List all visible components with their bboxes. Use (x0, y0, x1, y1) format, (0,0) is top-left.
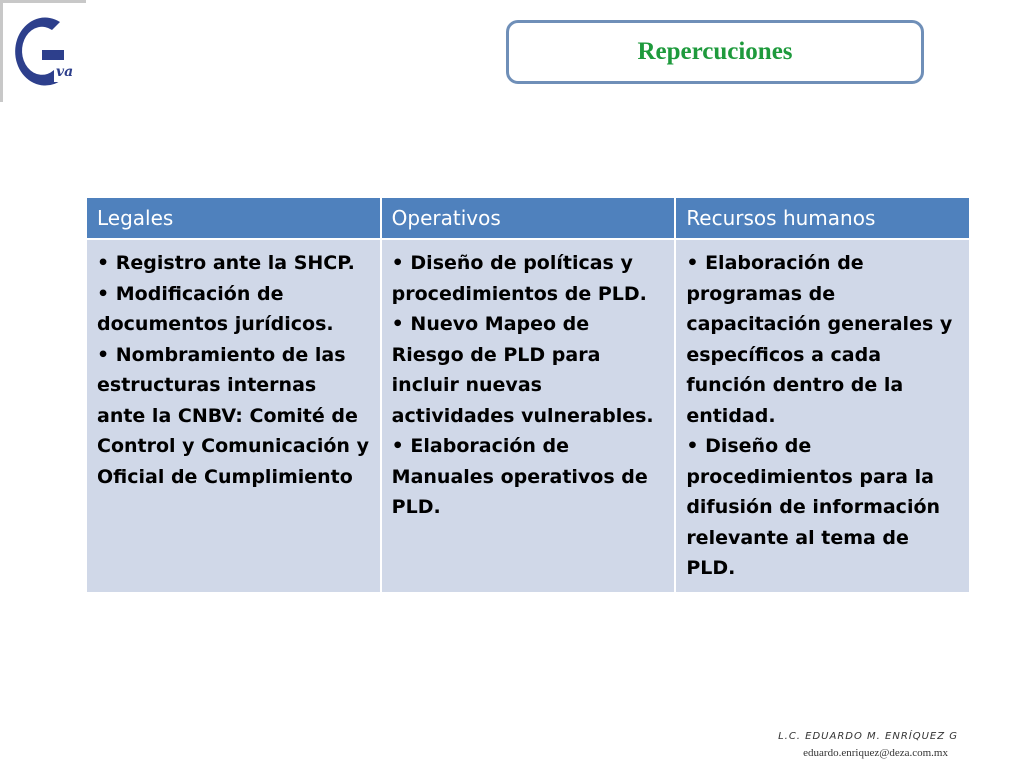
cell-operativos (382, 240, 675, 592)
header-recursos-humanos: Recursos humanos (676, 198, 969, 240)
table-header-row (87, 198, 969, 240)
cell-legales (87, 240, 380, 592)
repercussions-table (85, 198, 971, 592)
title-box (506, 20, 924, 84)
gva-logo-icon (0, 0, 86, 102)
list-item: • Modificación de documentos jurídicos. (97, 282, 334, 335)
header-legales: Legales (87, 198, 380, 240)
page-title: Repercuciones (637, 38, 793, 65)
cell-recursos-humanos (676, 240, 969, 592)
list-item: • Elaboración de Manuales operativos de PLD. (391, 435, 648, 518)
table-row (87, 240, 969, 592)
list-item: • Diseño de procedimientos para la difusión de información relevante al tema de PLD. (686, 435, 941, 579)
list-item: • Elaboración de programas de capacitación generales y específicos a cada función dentro de la entidad. (686, 252, 953, 427)
gva-logo (0, 0, 86, 102)
list-item: • Nuevo Mapeo de Riesgo de PLD para incluir nuevas actividades vulnerables. (391, 313, 654, 427)
footer-author-name: L.C. EDUARDO M. ENRÍQUEZ G (778, 731, 958, 742)
footer-email: eduardo.enriquez@deza.com.mx (803, 747, 948, 759)
list-item: • Registro ante la SHCP. (97, 252, 355, 274)
list-item: • Nombramiento de las estructuras internas ante la CNBV: Comité de Control y Comunicación y Oficial de Cumplimiento (97, 343, 369, 488)
list-item: • Diseño de políticas y procedimientos de PLD. (391, 252, 647, 305)
logo-text: va (56, 64, 74, 80)
header-operativos: Operativos (382, 198, 675, 240)
